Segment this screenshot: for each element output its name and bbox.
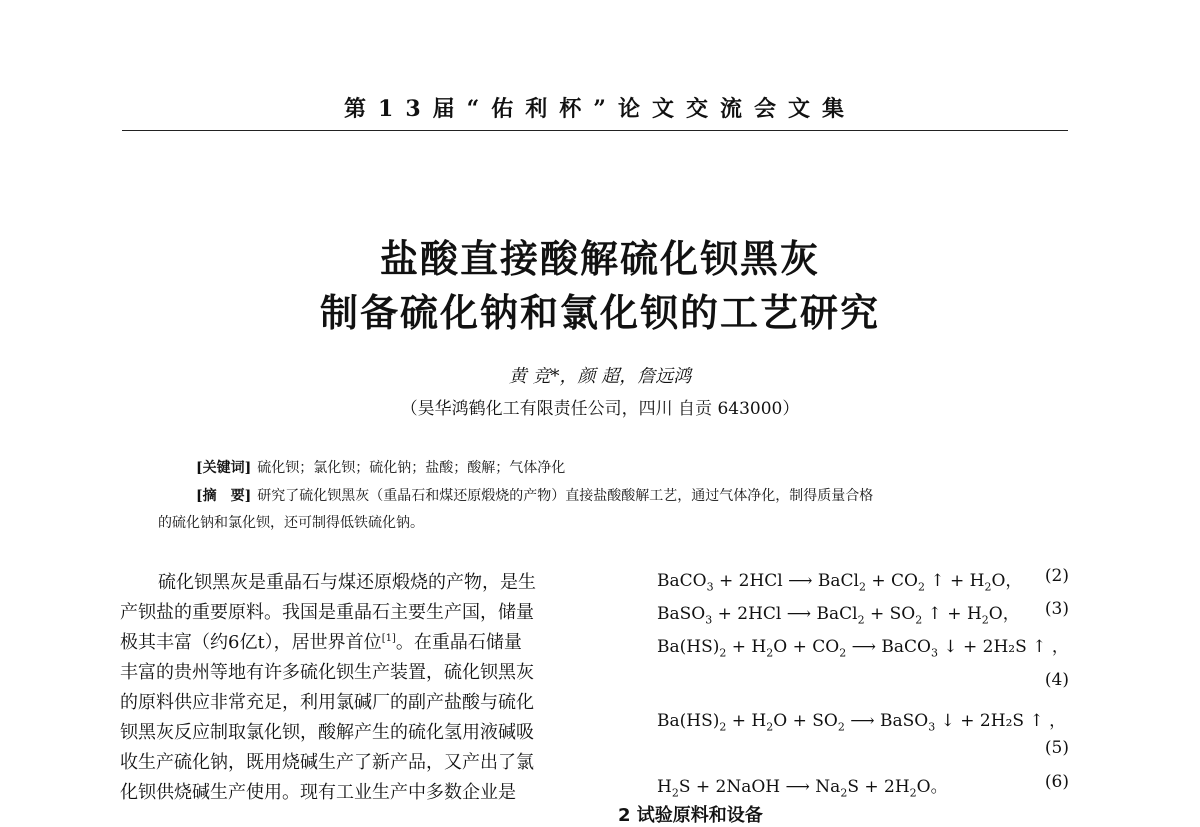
body-line: 丰富的贵州等地有许多硫化钡生产装置，硫化钡黑灰: [120, 662, 534, 683]
equation-6: $H_2S$ + 2NaOH ⟶ $Na_2S + 2H_2O$。: [657, 777, 948, 800]
equation-5: $Ba(HS)_2 + H_2O + SO_2$ ⟶ BaSO$_3$ ↓ + 2H₂S ↑ ，: [657, 711, 1067, 734]
body-line: 硫化钡黑灰是重晶石与煤还原煅烧的产物，是生: [158, 572, 536, 593]
section-heading: 2 试验原料和设备: [618, 805, 763, 826]
header-rule: [122, 130, 1068, 131]
equation-number: (5): [1044, 738, 1069, 758]
body-line: [120, 628, 582, 658]
body-line: 的原料供应非常充足，利用氯碱厂的副产盐酸与硫化: [120, 692, 534, 713]
equation-3: BaSO$_3$ + 2HCl ⟶ BaCl$_2$ + $SO_2$ ↑ + $H_2O$，: [657, 604, 1020, 627]
authors: 黄 竞*，颜 超，詹远鸿: [508, 366, 692, 387]
equation-number: (6): [1044, 772, 1069, 792]
equation-number: (3): [1044, 599, 1069, 619]
equation-number: (2): [1044, 566, 1069, 586]
keywords-label: [关键词]: [196, 460, 252, 476]
affiliation: （昊华鸿鹤化工有限责任公司，四川 自贡 643000）: [400, 399, 800, 419]
abstract-text-1: 研究了硫化钡黑灰（重晶石和煤还原煅烧的产物）直接盐酸酸解工艺，通过气体净化，制得质量合格: [257, 488, 874, 504]
equation-4: $Ba(HS)_2 + H_2O + CO_2$ ⟶ BaCO$_3$ ↓ + 2H₂S ↑ ，: [657, 637, 1069, 660]
keywords: [196, 457, 565, 477]
abstract-line-2: 的硫化钠和氯化钡，还可制得低铁硫化钠。: [158, 515, 424, 531]
body-column-left: [120, 568, 582, 808]
abstract-line-1: [196, 485, 873, 505]
abstract-label: [摘 要]: [196, 488, 252, 504]
body-line: 产钡盐的重要原料。我国是重晶石主要生产国，储量: [120, 602, 534, 623]
paper-title-line-1: 盐酸直接酸解硫化钡黑灰: [379, 237, 820, 281]
body-line: 收生产硫化钠，既用烧碱生产了新产品，又产出了氯: [120, 752, 534, 773]
body-line-tail: 。在重晶石储量: [395, 632, 522, 653]
body-line-text: 极其丰富（约6亿t），居世界首位: [120, 632, 382, 653]
running-header: 第13届“佑利杯”论文交流会文集: [344, 96, 856, 122]
keywords-text: 硫化钡；氯化钡；硫化钠；盐酸；酸解；气体净化: [257, 460, 566, 476]
equation-number: (4): [1044, 670, 1069, 690]
body-line: 钡黑灰反应制取氯化钡，酸解产生的硫化氢用液碱吸: [120, 722, 534, 743]
citation: [1]: [381, 633, 396, 644]
body-line: 化钡供烧碱生产使用。现有工业生产中多数企业是: [120, 782, 516, 803]
equation-2: BaCO$_3$ + 2HCl ⟶ BaCl$_2$ + $CO_2$ ↑ + $H_2O$，: [657, 571, 1023, 594]
paper-title-line-2: 制备硫化钠和氯化钡的工艺研究: [319, 291, 880, 335]
